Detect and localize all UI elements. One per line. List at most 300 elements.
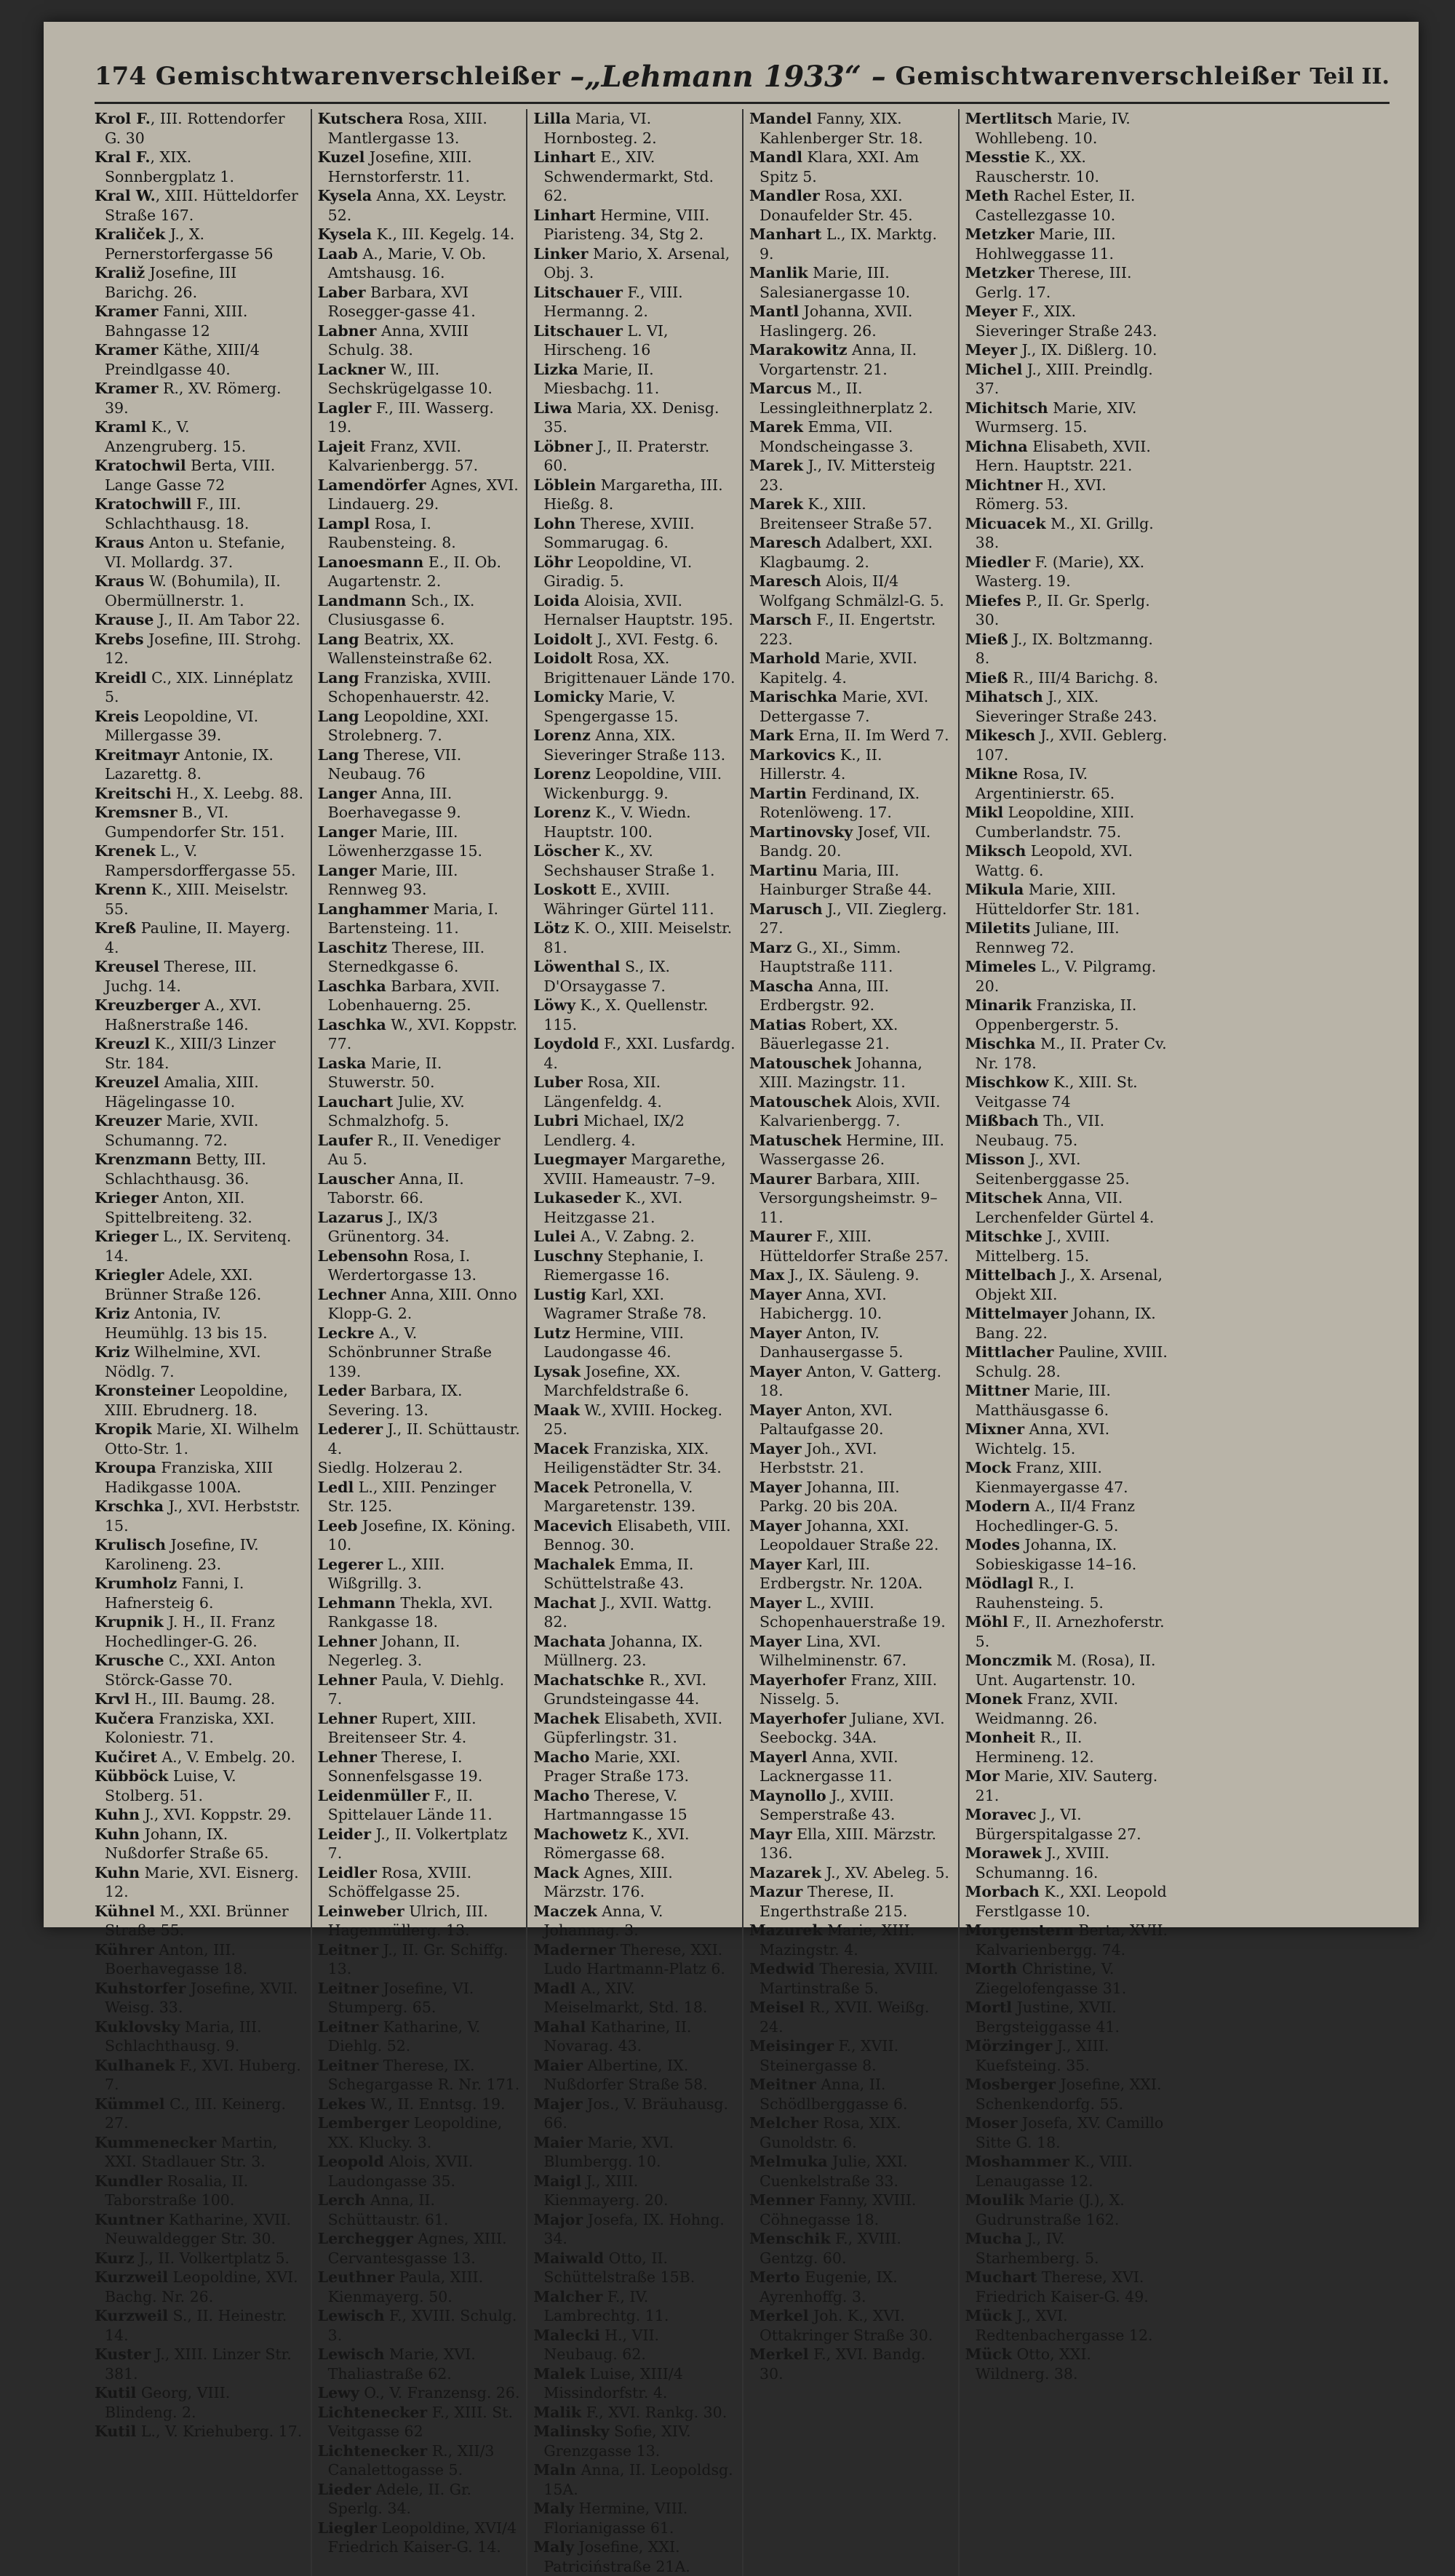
entry-details: Barbara, XIII. Versorgungsheimstr. 9–11. bbox=[759, 1169, 938, 1226]
entry-surname: Kreusel bbox=[95, 958, 159, 975]
entry-surname: Laab bbox=[317, 244, 358, 263]
entry-details: Barbara, XVII. Lobenhauerng. 25. bbox=[327, 977, 500, 1014]
entry-details: Juliane, III. Rennweg 72. bbox=[975, 919, 1120, 956]
entry-details: K., XVI. Römergasse 68. bbox=[543, 1825, 690, 1862]
entry-details: Anna, II. Taborstr. 66. bbox=[327, 1169, 464, 1207]
directory-entry bbox=[318, 437, 521, 476]
entry-surname: Lieder bbox=[317, 2480, 372, 2498]
entry-surname: Maresch bbox=[749, 534, 821, 551]
entry-surname: Mittelmayer bbox=[965, 1305, 1068, 1322]
entry-surname: Kreuzberger bbox=[95, 996, 200, 1014]
entry-surname: Lauchart bbox=[317, 1092, 394, 1111]
entry-surname: Maier bbox=[533, 2133, 583, 2151]
directory-entry bbox=[533, 244, 736, 283]
entry-surname: Moravec bbox=[965, 1806, 1037, 1823]
entry-details: Josef, VII. Bandg. 20. bbox=[759, 823, 931, 860]
entry-surname: Malcher bbox=[533, 2287, 603, 2305]
directory-entry bbox=[965, 764, 1168, 803]
directory-entry bbox=[749, 1786, 952, 1825]
entry-details: Maria, III. Hainburger Straße 44. bbox=[759, 861, 932, 898]
directory-entry bbox=[749, 572, 952, 610]
directory-entry bbox=[533, 553, 736, 591]
directory-entry bbox=[318, 225, 521, 244]
directory-entry bbox=[965, 1921, 1168, 1959]
directory-entry bbox=[965, 1574, 1168, 1612]
entry-surname: Mittelbach bbox=[965, 1266, 1056, 1284]
directory-entry bbox=[95, 533, 305, 572]
entry-details: Rosa, I. Raubensteing. 8. bbox=[327, 514, 456, 551]
entry-surname: Mitschek bbox=[965, 1189, 1043, 1207]
directory-entry bbox=[533, 206, 736, 244]
directory-entry bbox=[318, 1324, 521, 1382]
directory-entry bbox=[749, 1362, 952, 1401]
directory-entry bbox=[533, 148, 736, 206]
entry-surname: Morgenstern bbox=[965, 1921, 1074, 1939]
entry-details: , III. Rottendorfer G. 30 bbox=[105, 110, 285, 147]
entry-details: Josefine, IX. Köning. 10. bbox=[327, 1516, 516, 1553]
directory-entry bbox=[533, 1285, 736, 1324]
entry-surname: Machek bbox=[533, 1709, 599, 1727]
directory-entry bbox=[965, 1227, 1168, 1265]
entry-details: Thekla, XVI. Rankgasse 18. bbox=[327, 1593, 493, 1631]
entry-details: Josefine, III Barichg. 26. bbox=[105, 264, 237, 301]
entry-surname: Mark bbox=[749, 727, 794, 744]
directory-entry bbox=[318, 2113, 521, 2152]
entry-surname: Kriegler bbox=[95, 1266, 164, 1284]
entry-surname: Meyer bbox=[965, 303, 1018, 320]
entry-details: Anna, V. Johannag. 3. bbox=[543, 1902, 663, 1939]
entry-surname: Micuacek bbox=[965, 514, 1046, 532]
entry-details: Lina, XVI. Wilhelminenstr. 67. bbox=[759, 1632, 907, 1669]
entry-details: Ferdinand, IX. Rotenlöweng. 17. bbox=[759, 784, 920, 821]
entry-details: Marie, XIII. Hütteldorfer Str. 181. bbox=[975, 881, 1140, 918]
entry-details: Karl, III. Erdbergstr. Nr. 120A. bbox=[759, 1555, 923, 1592]
entry-surname: Kral W. bbox=[95, 187, 156, 204]
directory-entry bbox=[533, 1401, 736, 1439]
entry-surname: Löwy bbox=[533, 996, 575, 1014]
entry-details: Julie, XV. Schmalzhofg. 5. bbox=[327, 1092, 465, 1129]
entry-surname: Kučiret bbox=[95, 1748, 157, 1766]
directory-entry bbox=[95, 1150, 305, 1188]
entry-details: Rosa, XIX. Gunoldstr. 6. bbox=[759, 2114, 901, 2151]
entry-surname: Liwa bbox=[533, 399, 573, 417]
entry-details: L., IX. Marktg. 9. bbox=[759, 225, 938, 263]
entry-surname: Krvl bbox=[95, 1690, 130, 1708]
entry-surname: Labner bbox=[317, 321, 377, 340]
entry-surname: Mitschke bbox=[965, 1228, 1043, 1245]
entry-details: Franziska, II. Oppenbergerstr. 5. bbox=[975, 996, 1137, 1033]
directory-entry bbox=[318, 2056, 521, 2095]
entry-surname: Mikesch bbox=[965, 727, 1036, 744]
entry-details: R., I. Rauhensteing. 5. bbox=[975, 1575, 1104, 1612]
entry-surname: Mazarek bbox=[749, 1863, 821, 1881]
directory-entry bbox=[749, 1516, 952, 1555]
entry-surname: Kuklovsky bbox=[95, 2017, 180, 2036]
directory-entry bbox=[749, 2268, 952, 2306]
directory-entry bbox=[749, 109, 952, 148]
entry-surname: Leidler bbox=[317, 1863, 377, 1881]
entry-surname: Luber bbox=[533, 1073, 583, 1091]
entry-surname: Mor bbox=[965, 1767, 1000, 1785]
running-title-left: Gemischtwarenverschleißer bbox=[155, 62, 561, 91]
directory-entry bbox=[749, 1478, 952, 1516]
entry-surname: Kührer bbox=[95, 1940, 154, 1959]
entry-details: Maria, VI. Hornbosteg. 2. bbox=[543, 110, 657, 147]
entry-surname: Kuntner bbox=[95, 2210, 164, 2228]
entry-surname: Macek bbox=[533, 1439, 589, 1457]
entry-surname: Lorenz bbox=[533, 765, 591, 783]
entry-surname: Miedler bbox=[965, 553, 1031, 571]
directory-entry bbox=[965, 1959, 1168, 1998]
directory-entry bbox=[965, 1343, 1168, 1381]
entry-details: Elisabeth, XVII. Hern. Hauptstr. 221. bbox=[975, 437, 1151, 474]
entry-surname: Martinovsky bbox=[749, 823, 853, 841]
entry-surname: Leder bbox=[317, 1382, 366, 1399]
directory-entry bbox=[95, 1825, 305, 1863]
entry-surname: Leitner bbox=[317, 1979, 379, 1997]
entry-surname: Moser bbox=[965, 2114, 1018, 2132]
entry-surname: Mieß bbox=[965, 630, 1008, 648]
entry-details: R., XVII. Weißg. 24. bbox=[759, 1999, 930, 2036]
entry-details: Anton u. Stefanie, VI. Mollardg. 37. bbox=[105, 534, 286, 571]
directory-entry bbox=[533, 2460, 736, 2499]
entry-details: Elisabeth, VIII. Bennog. 30. bbox=[543, 1516, 731, 1553]
directory-entry bbox=[95, 186, 305, 225]
directory-entry bbox=[318, 630, 521, 668]
directory-entry bbox=[749, 649, 952, 687]
directory-entry bbox=[965, 1111, 1168, 1150]
directory-entry bbox=[965, 1651, 1168, 1689]
directory-entry bbox=[965, 360, 1168, 399]
entry-details: Marie, XIV. Wurmserg. 15. bbox=[975, 399, 1137, 436]
directory-entry bbox=[533, 2056, 736, 2095]
entry-details: Michael, IX/2 Lendlerg. 4. bbox=[543, 1112, 685, 1149]
entry-surname: Mayer bbox=[749, 1401, 802, 1419]
directory-entry bbox=[965, 2152, 1168, 2191]
entry-surname: Macho bbox=[533, 1748, 590, 1766]
entry-details: L., XIII. Wißgrillg. 3. bbox=[327, 1555, 445, 1592]
directory-entry bbox=[749, 340, 952, 379]
entry-details: Therese, III. Juchg. 14. bbox=[105, 958, 257, 995]
entry-details: Anna, XVI. Habichergg. 10. bbox=[759, 1285, 887, 1322]
entry-surname: Mandl bbox=[749, 148, 802, 166]
directory-entry bbox=[965, 2306, 1168, 2345]
entry-surname: Leuthner bbox=[317, 2268, 395, 2286]
entry-surname: Leitner bbox=[317, 2017, 379, 2036]
entry-surname: Kreidl bbox=[95, 668, 147, 687]
entry-surname: Krumholz bbox=[95, 1575, 178, 1592]
entry-surname: Machat bbox=[533, 1593, 597, 1612]
directory-entry bbox=[318, 148, 521, 186]
entry-details: A., Marie, V. Ob. Amtshausg. 16. bbox=[327, 244, 487, 281]
directory-entry bbox=[318, 1381, 521, 1420]
directory-entry bbox=[533, 1825, 736, 1863]
entry-surname: Leopold bbox=[317, 2153, 384, 2170]
entry-details: Marie, III. Löwenherzgasse 15. bbox=[327, 823, 483, 860]
entry-details: A., V. Embelg. 20. bbox=[156, 1748, 295, 1766]
entry-surname: Kriz bbox=[95, 1305, 130, 1322]
directory-entry bbox=[318, 2229, 521, 2268]
entry-surname: Modes bbox=[965, 1536, 1020, 1553]
directory-entry bbox=[749, 456, 952, 495]
entry-surname: Lamendörfer bbox=[317, 476, 426, 494]
entry-details: Robert, XX. Bäuerlegasse 21. bbox=[759, 1015, 898, 1052]
directory-entry bbox=[965, 2191, 1168, 2229]
entry-details: Marie, XVI. Dettergasse 7. bbox=[759, 688, 929, 725]
entry-details: Therese, XXI. Ludo Hartmann-Platz 6. bbox=[543, 1940, 725, 1977]
entry-surname: Krupnik bbox=[95, 1613, 164, 1631]
directory-entry bbox=[965, 1034, 1168, 1073]
entry-surname: Misson bbox=[965, 1151, 1025, 1168]
entry-details: F., XVIII. Schulg. 3. bbox=[327, 2307, 517, 2344]
directory-entry bbox=[95, 2249, 305, 2268]
entry-details: Eugenie, IX. Ayrenhoffg. 3. bbox=[759, 2268, 898, 2305]
entry-details: Siedlg. Holzerau 2. bbox=[317, 1459, 463, 1476]
entry-surname: Krusche bbox=[95, 1652, 164, 1669]
entry-details: Therese, I. Sonnenfelsgasse 19. bbox=[327, 1748, 483, 1785]
entry-details: Franziska, XIII Hadikgasse 100A. bbox=[105, 1459, 274, 1496]
entry-details: Franz, XIII. Nisselg. 5. bbox=[759, 1671, 938, 1708]
entry-details: G., XI., Simm. Hauptstraße 111. bbox=[759, 938, 901, 975]
entry-details: Johanna, XIII. Mazingstr. 11. bbox=[759, 1054, 922, 1091]
directory-entry bbox=[749, 1401, 952, 1439]
directory-entry bbox=[533, 591, 736, 630]
directory-entry bbox=[749, 1285, 952, 1324]
entry-details: Anna, II. Schüttaustr. 61. bbox=[327, 2191, 449, 2228]
entry-details: Georg, VIII. Blindeng. 2. bbox=[105, 2384, 231, 2421]
entry-surname: Loidolt bbox=[533, 630, 593, 648]
entry-details: J., II. Praterstr. 60. bbox=[543, 437, 710, 474]
entry-surname: Krieger bbox=[95, 1189, 159, 1207]
entry-surname: Mandler bbox=[749, 187, 820, 204]
directory-entry bbox=[95, 1227, 305, 1265]
entry-surname: Machata bbox=[533, 1632, 606, 1650]
directory-entry bbox=[749, 1555, 952, 1593]
entry-surname: Kundler bbox=[95, 2172, 163, 2190]
entry-surname: Mock bbox=[965, 1459, 1011, 1476]
entry-surname: Kysela bbox=[317, 225, 372, 243]
directory-entry bbox=[749, 1131, 952, 1169]
directory-entry bbox=[318, 1458, 521, 1478]
directory-entry bbox=[318, 476, 521, 514]
entry-details: Marie, V. Spengergasse 15. bbox=[543, 688, 679, 725]
entry-details: Marie, III. Hohlweggasse 11. bbox=[975, 225, 1116, 263]
entry-surname: Langhammer bbox=[317, 900, 429, 918]
entry-details: F., II. Arnezhoferstr. 5. bbox=[975, 1613, 1165, 1650]
entry-details: Leopoldine, VIII. Wickenburgg. 9. bbox=[543, 765, 722, 802]
directory-entry bbox=[318, 1979, 521, 2017]
directory-entry bbox=[533, 360, 736, 399]
directory-entry bbox=[95, 2095, 305, 2133]
entry-details: Joh. K., XVI. Ottakringer Straße 30. bbox=[759, 2307, 933, 2344]
entry-details: F., XIII. Hütteldorfer Straße 257. bbox=[759, 1228, 949, 1265]
directory-entry bbox=[965, 1689, 1168, 1728]
entry-surname: Kuster bbox=[95, 2345, 151, 2363]
directory-entry bbox=[95, 1709, 305, 1748]
entry-surname: Kratochwill bbox=[95, 495, 192, 513]
entry-details: Franziska, XXI. Koloniestr. 71. bbox=[105, 1709, 275, 1746]
entry-details: Josefa, XV. Camillo Sitte G. 18. bbox=[975, 2114, 1164, 2151]
entry-details: Franz, XIII. Kienmayergasse 47. bbox=[975, 1459, 1128, 1496]
entry-surname: Krschka bbox=[95, 1497, 164, 1515]
entry-surname: Lederer bbox=[317, 1420, 383, 1438]
entry-details: Anna, II. Vorgartenstr. 21. bbox=[759, 341, 917, 378]
entry-surname: Krebs bbox=[95, 630, 144, 648]
directory-entry bbox=[965, 1998, 1168, 2036]
entry-details: J., IX. Säuleng. 9. bbox=[784, 1266, 920, 1284]
entry-details: Katharine, V. Diehlg. 52. bbox=[327, 2017, 481, 2055]
entry-details: J., XIII. Linzer Str. 381. bbox=[105, 2345, 292, 2383]
directory-entry bbox=[95, 456, 305, 495]
entry-details: Marie, XVI. Eisnerg. 12. bbox=[105, 1863, 299, 1900]
directory-entry bbox=[318, 1632, 521, 1671]
entry-surname: Marischka bbox=[749, 688, 837, 705]
entry-details: F., IV. Lambrechtg. 11. bbox=[543, 2287, 669, 2324]
entry-surname: Melcher bbox=[749, 2114, 818, 2132]
entry-details: Sofie, XIV. Grenzgasse 13. bbox=[543, 2423, 691, 2460]
entry-details: F., XVII. Steinergasse 8. bbox=[759, 2037, 899, 2074]
entry-details: Marie, XIII. Mazingstr. 4. bbox=[759, 1921, 915, 1959]
entry-surname: Langer bbox=[317, 861, 377, 879]
directory-entry bbox=[965, 1150, 1168, 1188]
entry-surname: Kutschera bbox=[317, 110, 404, 127]
entry-details: Luise, V. Stolberg. 51. bbox=[105, 1767, 236, 1804]
directory-entry bbox=[965, 1882, 1168, 1921]
entry-details: F., XIX. Sieveringer Straße 243. bbox=[975, 303, 1157, 340]
entry-surname: Kramer bbox=[95, 341, 159, 359]
entry-surname: Kreuzl bbox=[95, 1035, 150, 1052]
entry-surname: Lang bbox=[317, 707, 359, 725]
entry-surname: Linker bbox=[533, 244, 589, 263]
entry-surname: Lorenz bbox=[533, 727, 591, 744]
entry-surname: Messtie bbox=[965, 148, 1030, 166]
entry-surname: Mihatsch bbox=[965, 688, 1043, 705]
entry-details: Johanna, IX. Müllnerg. 23. bbox=[543, 1632, 703, 1669]
directory-entry bbox=[318, 2152, 521, 2191]
entry-surname: Morth bbox=[965, 1960, 1018, 1977]
directory-entry bbox=[965, 957, 1168, 996]
entry-surname: Marek bbox=[749, 418, 804, 436]
directory-entry bbox=[965, 2268, 1168, 2306]
entry-surname: Matias bbox=[749, 1015, 807, 1033]
entry-surname: Macevich bbox=[533, 1516, 613, 1535]
entry-details: Hermine, VIII. Piaristeng. 34, Stg 2. bbox=[543, 206, 710, 243]
directory-entry bbox=[318, 2383, 521, 2403]
entry-details: Anna, II. Schödlberggasse 6. bbox=[759, 2076, 908, 2113]
entry-surname: Maigl bbox=[533, 2172, 582, 2190]
entry-details: , XIII. Hütteldorfer Straße 167. bbox=[105, 187, 298, 224]
entry-surname: Litschauer bbox=[533, 283, 623, 301]
page-number: 174 bbox=[95, 62, 146, 91]
entry-surname: Malik bbox=[533, 2403, 582, 2421]
entry-details: Beatrix, XX. Wallensteinstraße 62. bbox=[327, 630, 493, 667]
directory-entry bbox=[95, 1979, 305, 2017]
entry-surname: Mayerhofer bbox=[749, 1709, 846, 1727]
directory-entry bbox=[95, 263, 305, 302]
entry-details: Marie, XXI. Prager Straße 173. bbox=[543, 1748, 690, 1785]
entry-surname: Kraus bbox=[95, 572, 145, 590]
entry-details: Ella, XIII. Märzstr. 136. bbox=[759, 1825, 937, 1862]
entry-details: C., XIX. Linnéplatz 5. bbox=[105, 668, 293, 705]
entry-surname: Kummenecker bbox=[95, 2133, 217, 2151]
directory-entry bbox=[95, 109, 305, 148]
entry-surname: Landmann bbox=[317, 591, 407, 609]
directory-entry bbox=[533, 2364, 736, 2403]
directory-page bbox=[44, 22, 1419, 2575]
entry-surname: Kratochwil bbox=[95, 457, 186, 474]
directory-entry bbox=[318, 283, 521, 321]
entry-surname: Lewy bbox=[317, 2384, 359, 2401]
entry-details: Therese, VII. Neubaug. 76 bbox=[327, 745, 462, 783]
entry-details: Emma, VII. Mondscheingasse 3. bbox=[759, 418, 914, 455]
directory-entry bbox=[965, 148, 1168, 186]
entry-surname: Löblein bbox=[533, 476, 597, 494]
directory-entry bbox=[533, 1632, 736, 1671]
directory-entry bbox=[533, 2172, 736, 2210]
entry-details: J., XVIII. Mittelberg. 15. bbox=[975, 1228, 1110, 1265]
directory-entry bbox=[965, 1073, 1168, 1111]
entry-details: F., III. Wasserg. 19. bbox=[327, 399, 494, 436]
directory-entry bbox=[749, 2306, 952, 2345]
entry-details: J., IX. Boltzmanng. 8. bbox=[975, 630, 1153, 667]
directory-entry bbox=[533, 1516, 736, 1555]
directory-entry bbox=[318, 1863, 521, 1902]
directory-entry bbox=[95, 495, 305, 533]
entry-details: Josefine, XXI. Schenkendorfg. 55. bbox=[975, 2076, 1162, 2113]
entry-details: Marie, XVII. Kapitelg. 4. bbox=[759, 649, 917, 687]
directory-entry bbox=[95, 1805, 305, 1825]
directory-entry bbox=[965, 1497, 1168, 1535]
entry-details: L., V. Kriehuberg. 17. bbox=[136, 2423, 303, 2440]
entry-details: Anton, XII. Spittelbreiteng. 32. bbox=[105, 1189, 252, 1226]
entry-details: Barbara, IX. Severing. 13. bbox=[327, 1382, 463, 1419]
directory-entry bbox=[318, 2095, 521, 2114]
entry-surname: Mikl bbox=[965, 804, 1004, 821]
entry-surname: Leeb bbox=[317, 1516, 358, 1535]
directory-entry bbox=[318, 1169, 521, 1208]
entry-details: Rosa, I. Werdertorgasse 13. bbox=[327, 1247, 477, 1284]
entry-surname: Monek bbox=[965, 1690, 1023, 1708]
entry-surname: Manhart bbox=[749, 225, 822, 243]
entry-details: Rosa, IV. Argentinierstr. 65. bbox=[975, 765, 1115, 802]
directory-entry bbox=[95, 2172, 305, 2210]
entry-surname: Malecki bbox=[533, 2326, 600, 2344]
entry-surname: Morawek bbox=[965, 1844, 1042, 1862]
entry-surname: Merkel bbox=[749, 2307, 809, 2324]
directory-entry bbox=[533, 1593, 736, 1632]
entry-details: Marie, XVII. Schumanng. 72. bbox=[105, 1112, 259, 1149]
entry-details: Agnes, XIII. Märzstr. 176. bbox=[543, 1863, 673, 1900]
directory-entry bbox=[318, 2403, 521, 2441]
entry-surname: Manlik bbox=[749, 264, 808, 281]
directory-entry bbox=[749, 1324, 952, 1362]
directory-entry bbox=[965, 553, 1168, 591]
entry-surname: Laschka bbox=[317, 977, 386, 995]
entry-details: J., X. Pernerstorfergasse 56 bbox=[105, 225, 274, 263]
entry-surname: Lomicky bbox=[533, 688, 604, 705]
entry-surname: Kremsner bbox=[95, 804, 178, 821]
entry-surname: Matuschek bbox=[749, 1131, 842, 1149]
entry-details: Klara, XXI. Am Spitz 5. bbox=[759, 148, 920, 185]
entry-details: Alois, XVII. Kalvarienbergg. 7. bbox=[759, 1092, 941, 1129]
entry-details: Paula, XIII. Kienmayerg. 50. bbox=[327, 2268, 484, 2305]
directory-entry bbox=[965, 263, 1168, 302]
entry-surname: Marek bbox=[749, 457, 804, 474]
directory-entry bbox=[95, 1265, 305, 1304]
entry-details: Margarethe, XVIII. Hameaustr. 7–9. bbox=[543, 1151, 726, 1188]
entry-surname: Michel bbox=[965, 360, 1023, 378]
entry-details: J., VI. Bürgerspitalgasse 27. bbox=[975, 1806, 1141, 1843]
